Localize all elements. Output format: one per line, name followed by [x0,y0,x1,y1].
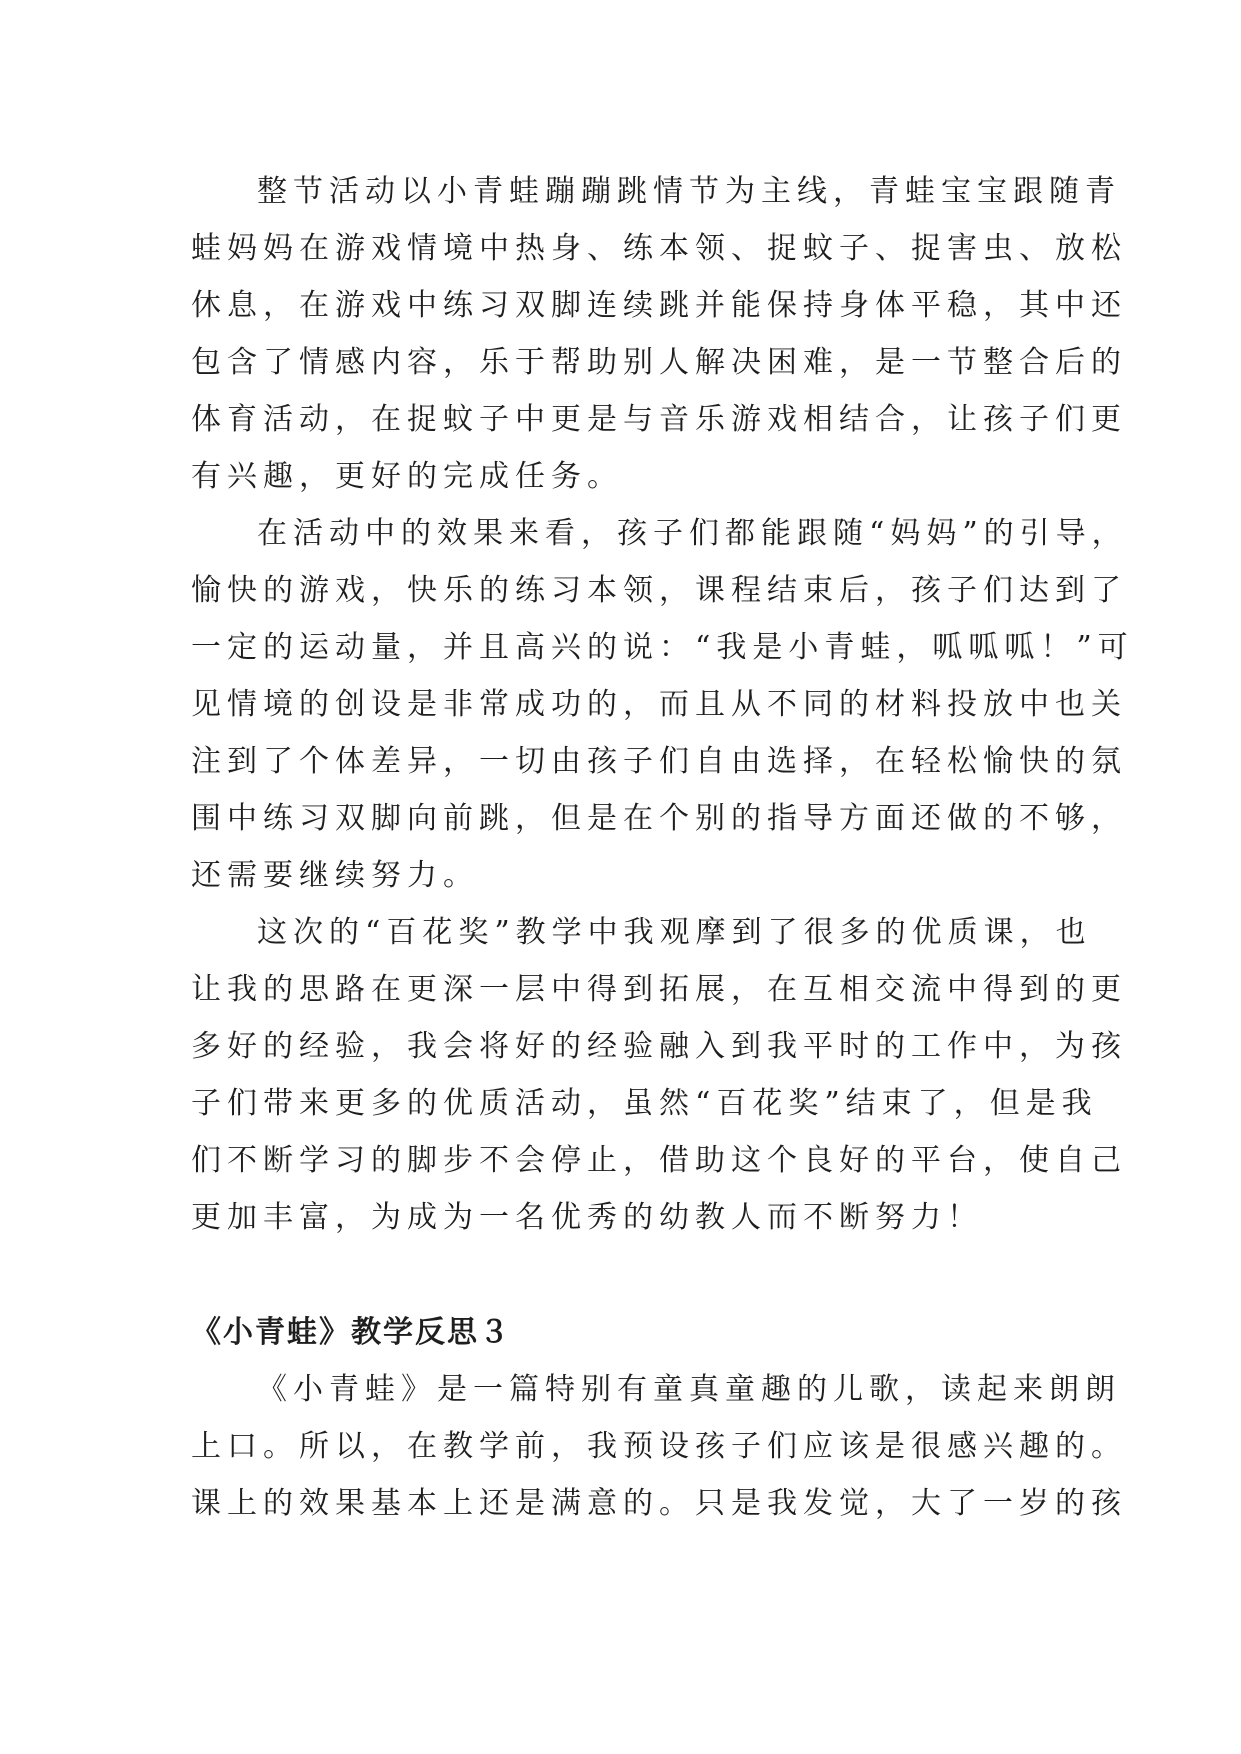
paragraph-line: 《小青蛙》是一篇特别有童真童趣的儿歌，读起来朗朗 [257,1372,1121,1407]
paragraph-line: 让我的思路在更深一层中得到拓展，在互相交流中得到的更 [191,972,1127,1007]
paragraph-line: 们不断学习的脚步不会停止，借助这个良好的平台，使自己 [191,1143,1127,1178]
paragraph-line: 子们带来更多的优质活动，虽然“百花奖”结束了，但是我 [191,1086,1098,1121]
paragraph-line: 见情境的创设是非常成功的，而且从不同的材料投放中也关 [191,687,1127,722]
section-heading: 《小青蛙》教学反思３ [191,1315,511,1350]
paragraph-line: 这次的“百花奖”教学中我观摩到了很多的优质课，也 [257,915,1092,950]
paragraph-line: 包含了情感内容，乐于帮助别人解决困难，是一节整合后的 [191,345,1127,380]
paragraph-line: 注到了个体差异，一切由孩子们自由选择，在轻松愉快的氛 [191,744,1127,779]
paragraph-line: 愉快的游戏，快乐的练习本领，课程结束后，孩子们达到了 [191,573,1127,608]
paragraph-line: 体育活动，在捉蚊子中更是与音乐游戏相结合，让孩子们更 [191,402,1127,437]
paragraph-line: 课上的效果基本上还是满意的。只是我发觉，大了一岁的孩 [191,1486,1127,1521]
paragraph-line: 上口。所以，在教学前，我预设孩子们应该是很感兴趣的。 [191,1429,1127,1464]
paragraph-line: 多好的经验，我会将好的经验融入到我平时的工作中，为孩 [191,1029,1127,1064]
paragraph-line: 休息，在游戏中练习双脚连续跳并能保持身体平稳，其中还 [191,288,1127,323]
paragraph-line: 更加丰富，为成为一名优秀的幼教人而不断努力！ [191,1200,983,1235]
paragraph-line: 围中练习双脚向前跳，但是在个别的指导方面还做的不够， [191,801,1127,836]
paragraph-line: 整节活动以小青蛙蹦蹦跳情节为主线，青蛙宝宝跟随青 [257,174,1121,209]
paragraph-line: 一定的运动量，并且高兴的说：“我是小青蛙，呱呱呱！”可 [191,630,1134,665]
paragraph-line: 在活动中的效果来看，孩子们都能跟随“妈妈”的引导， [257,516,1128,551]
paragraph-line: 蛙妈妈在游戏情境中热身、练本领、捉蚊子、捉害虫、放松 [191,231,1127,266]
paragraph-line: 有兴趣，更好的完成任务。 [191,459,623,494]
paragraph-line: 还需要继续努力。 [191,858,479,893]
